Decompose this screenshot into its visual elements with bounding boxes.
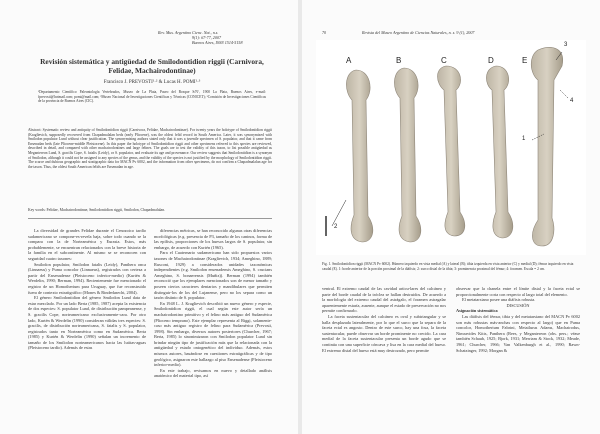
- journal-citation: Rev. Mus. Argentino Cienc. Nat., n.s.: [158, 30, 219, 35]
- article-authors: Francisco J. PREVOSTI¹·² & Lucas H. POMI¹·³: [103, 80, 201, 85]
- section-divider: [28, 218, 272, 219]
- paragraph: ventral. El extremo caudal de las cavidad articu-lares del calcáneo y parte del borde caudal de la tróclea se hallan destruidos. De acuerdo a la morfología del extremo caudal del astrágalo, el foramen astragalar aparentemente estaría, ausente, aunque el estado de preservación no nos permite confirmarlo.: [322, 286, 446, 314]
- figure-caption: Fig. 1. Smilodontidion riggii (MACN Pv 6002). Húmero izquierdo en vista medial (A) y lateral (B); tibia izquierda en vista anterior (C) y medial (D); fémur izquierdo en vista caudal (E). 1: borde anterior de la porción proximal de la diáfisis; 2: surco distal de la tibia; 3: prominencia proximal del fémur; 4: foramen. Escala = 2 cm.: [322, 262, 574, 271]
- figure-number-2: 2: [334, 224, 338, 230]
- figure-label-b: B: [396, 56, 402, 65]
- arrow-4: [560, 90, 568, 98]
- tibia-anterior-view: [438, 66, 465, 236]
- journal-header: [158, 30, 278, 45]
- arrow-2: [332, 200, 346, 226]
- paragraph: Smilodon populator, Smilodon fatalis (Leidy), Panthera onca (Linnaeus) y Puma concolor (Linnaeus), registrados con certeza a partir del Ensenadense (Pleistoceno inferior-medio) (Kurtén & Werdelin, 1990; Berman, 1994). Recientemente fue mencionado el registro de un Homotherium para Uruguay, que fue reconstruido fuera de contexto estratigráfico (Mones & Rinderknecht, 2004).: [28, 261, 146, 295]
- article-title: Revisión sistemática y antigüedad de Smilodontidion riggii (Carnivora, Felidae, Machairodontinae): [40, 57, 264, 75]
- paragraph: observar que la chanela entre el límite distal y la faceta ectal se proporcionalmente corta con respecto al largo total del elemento.: [456, 286, 580, 297]
- paragraph: La faceta sustentacular del calcáneo es oval y subtriangular y se halla desplazada lateralmente, por lo que el surco que la separa de la faceta ectal es angosto. Dentro de este surco, hay una fosa, la faceta sustentacular, puede observar un borde prominente no crecido. La cara medial de la faceta sustentacular presenta un borde agudo que se continúa con una superficie cóncava y lisa en la cara medial del hueso. El extremo distal del hueso está muy destrozado, pero permite: [322, 313, 446, 353]
- author-affiliations: ¹Departamento Científico Paleontología Vertebrados, Museo de La Plata, Paseo del Bosque S/Nº, 1900 La Plata, Buenos Aires, e-mail: fprevosti@hotmail.com; pomi@mail.com; ²Museo Nacional de Investigaciones Científicas y Técnicas (CONICET); ³Comisión de Investigaciones Científicas de la provincia de Buenos Aires (CIC).: [38, 90, 266, 104]
- running-header: Revista del Museo Argentino de Ciencias Naturales, n. s. 9 (1), 2007: [362, 30, 475, 35]
- paragraph: Para el Cuaternario sudamericano han sido propuestos varios taxones de Machairodontinae (Kraglievich, 1934; Ameghino, 1889; Rusconi, 1929) a considerados unidades taxonómicas independientes (e.g. Smilodon ensenadensis Ameghino, S. crucians Ameghino, S. bonaerensis (Muñiz)). Berman (1994) también reconoció que los ejemplares mencionados son de menor tamaño y poseen ciertos caracteres dentarios y mandibulares que permiten distinguir-los de los del Lujanense, pero no los separa como un taxón distinto de S. populator.: [154, 250, 272, 301]
- right-page: [302, 0, 600, 434]
- figure-label-d: D: [488, 56, 494, 65]
- paragraph: diferencias métricas, se han reconocido algunas otras diferencias morfológicas (e.g. presencia de P3, tamaño de los caninos, forma de las epífisis, proporciones de los huesos largos de S. populator, sin embargo, de acuerdo con Kurtén (1965).: [154, 228, 272, 250]
- figure-number-1: 1: [522, 136, 526, 142]
- bone-illustration: [316, 40, 586, 255]
- journal-issn: Buenos Aires, ISSN 1514-5158: [192, 40, 243, 45]
- right-column-1: [322, 286, 446, 353]
- paragraph: En 1948 L. J. Kraglievich describió un nuevo género y especie, Smilodontidion riggii, el cual según este autor sería un machairodontino primitivo y el felino más antiguo del Sudamérica (Plioceno temprano). Este ejemplar representa al Riggi, solamente-caso más antiguo registro de felino para Sudamérica (Prevosti, 1998). Sin embargo, diversos autores posteriores (Churcher, 1967; Berta, 1985) lo sinonimizaron con Smilodon populator Lund sin brindar ningún tipo de justificación más que la relacionada con la antigüedad y estado ontogenético del individuo. Además, estos mismos autores, basándose en cuestiones estratigráficas y de tipo geológico, asignaron este hallazgo al piso Ensenadense (Pleistoceno inferior-medio).: [154, 300, 272, 368]
- figure-number-3: 3: [564, 42, 568, 48]
- paragraph: En este trabajo, revisamos en nuevo y detallado análisis anatómico del material tipo, así: [154, 367, 272, 379]
- page-number: 70: [322, 30, 327, 35]
- figure-label-c: C: [441, 56, 447, 65]
- paragraph: El género Smilodontidion del género Smilodon Lund data de estar mezclado. Por un lado Berta (1985, 1987) acepta la existencia de dos especies: S. populator Lund, de distribución pampeanense, y S. gracilis Cope, norteamericano exclusivamente-cara. Por otro lado, Kurtén & Werdelin (1990) consideran válidas tres especies: S. gracilis, de distribución norteamericana, S. fatalis y S. populator, registrados tanto en Norteamérica como en Sudamérica. Berta (1985) y Kurtén & Werdelin (1990) señalan un incremento de tamaño de los Smilodon norteamericanos hacia las lutitas-aguas (Pleistoceno tardío). Además de estas: [28, 295, 146, 351]
- left-page: [0, 0, 298, 434]
- keywords: Key words: Felidae, Machairodontinae, Smilodontidion riggii, Smilodon, Chapadmalalan.: [28, 208, 166, 212]
- tibia-medial-view: [486, 66, 512, 238]
- figure-number-4: 4: [570, 98, 574, 104]
- humerus-lateral-view: [394, 68, 420, 242]
- humerus-medial-view: [346, 70, 372, 242]
- left-column-1: [28, 228, 146, 351]
- paragraph: El metatarsiano posee una diáfisis robusta.: [462, 297, 536, 303]
- section-heading-discussion: DISCUSIÓN: [506, 302, 530, 308]
- right-column-2: [456, 286, 580, 353]
- paragraph: Las diáfisis del fémur, tibia y del metatarsiano del MACN Pv 6002 son más robustas más-anchas con respecto al largo) que en Puma concolor, Homotherium Fabrini, Metailurus Adams, Machairodus, Nimravides Kitts, Panthera (Rees, y Megantereon (obs. pers.; véase también Schaub, 1925; Bjork, 1931; Merriam & Stock, 1932; Meade, 1961; Churcher, 1966; Van Valkenburgh et al., 1990; Rawn-Schatzinger, 1992; Morgan &: [456, 313, 580, 353]
- paragraph: La diversidad de grandes Felidae durante el Cenozoico tardío sudamericano se compone-es-revela baja, sobre todo cuando se la compara con la de Norteamérica y Eurasia. Estos, más probablemente, se encuentran relacionados con la breve historia de la familia en el subcontinente. Al mismo se se reconocen con seguridad cuatro taxones:: [28, 228, 146, 261]
- journal-volume: 9(1): 67-77, 2007: [192, 35, 221, 40]
- subsection-heading: Asignación sistemática: [456, 308, 498, 314]
- figure-label-e: E: [522, 56, 528, 65]
- abstract: Abstract: Systematic review and antiquity of Smilodontidion riggii (Carnivora, Felidae, Machairodontinae). For twenty years the holotype of Smilodontidion riggii (Kraglievich, supposedly recovered from Chapadmalalan beds (early Pliocene), was the oldest felid record in South America. Later, it was synonymized with Smilodon populator Lund without clear justification. The synonymizing authors stated only that it was a juvenile specimen of S. populator, and that it came from Ensenadan beds (late Pliocene-middle Pleistocene). In this paper the holotype of Smilodontidion riggii and other specimens referred to this species are reviewed, described in detail, and compared with other machairodontines and large felines. The goals are to test the validity of this taxon, to list possible antigüedad as Megantereon Lund, S. gracilis Cope, S. fatalis (Leidy), or S. populator, and evaluate its age and provenance. Our review suggests that Smilodontidion is a synonym of Smilodon, although it could not be assigned to any species of the genus, and the validity of the species is not justified by the morphology of Smilodontidion riggii. The scarce and dubious geographic and stratigraphic data for MACN Pv 6002, and the information from other specimens, do not confirm a Chapadmalalan age for the taxon. Thus, the oldest South American felids are Ensenadan in age.: [28, 128, 272, 169]
- femur-caudal-view: [531, 47, 562, 246]
- left-column-2: [154, 228, 272, 379]
- figure-plate: [316, 40, 586, 255]
- figure-label-a: A: [346, 56, 352, 65]
